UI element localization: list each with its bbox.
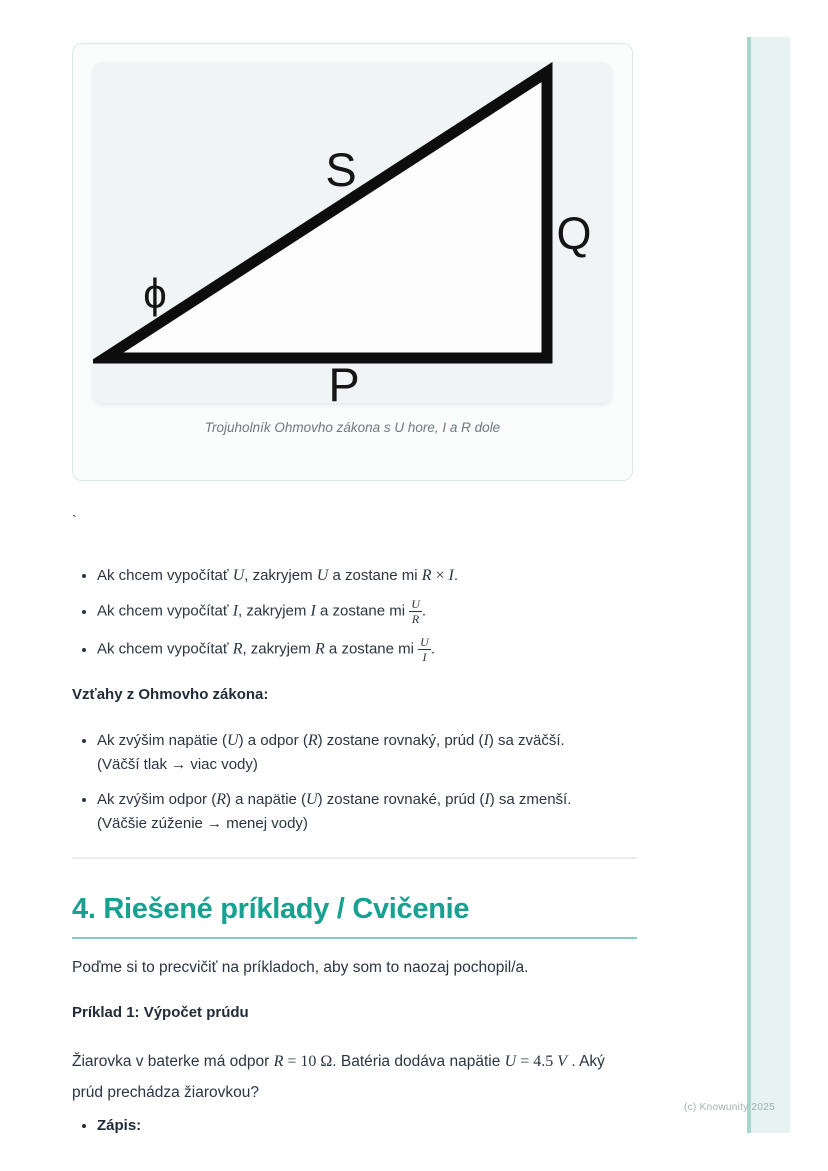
document-content bbox=[72, 0, 637, 1136]
math-var: U bbox=[227, 732, 239, 750]
math-var: U bbox=[306, 791, 318, 809]
math-var: R bbox=[307, 732, 318, 750]
math-operator: × bbox=[431, 567, 449, 584]
math-var: R bbox=[421, 567, 432, 584]
triangle-label-base: P bbox=[328, 358, 360, 403]
math-fraction: $\frac{U}{R}$ bbox=[411, 597, 420, 626]
math-value: = 4.5 bbox=[516, 1053, 558, 1071]
example-title: Príklad 1: Výpočet prúdu bbox=[72, 1004, 249, 1022]
math-var: R bbox=[216, 791, 226, 809]
math-var: R bbox=[314, 640, 325, 658]
math-var: V bbox=[557, 1053, 568, 1071]
math-fraction: $\frac{U}{I}$ bbox=[420, 635, 429, 664]
section-divider bbox=[72, 857, 637, 859]
list-item: • Ak chcem vypočítať I, zakryjem I a zostane mi $\frac{U}{R}$ . bbox=[97, 598, 637, 625]
analogy-note: (Väčšie zúženie → menej vody) bbox=[97, 815, 308, 833]
example-problem-text: Žiarovka v baterke má odpor R = 10 Ω. Batéria dodáva napätie U = 4.5 V . Aký prúd prechádza žiarovkou? bbox=[72, 1053, 605, 1102]
triangle-label-hypotenuse: S bbox=[325, 143, 357, 196]
analogy-note: (Väčší tlak → viac vody) bbox=[97, 756, 258, 774]
math-value: = 10 Ω bbox=[283, 1053, 333, 1071]
math-var: U bbox=[316, 567, 329, 584]
watermark-text: (c) Knowunity 2025 bbox=[684, 1102, 776, 1113]
math-var: I bbox=[310, 602, 316, 620]
zapis-list bbox=[72, 1116, 637, 1136]
math-var: R bbox=[273, 1053, 284, 1071]
triangle-label-vertical: Q bbox=[556, 208, 592, 259]
section-intro: Poďme si to precvičiť na príkladoch, aby som to naozaj pochopil/a. bbox=[72, 959, 529, 977]
figure-card bbox=[72, 43, 633, 481]
side-highlight-strip bbox=[747, 37, 790, 1133]
math-var: R bbox=[232, 640, 243, 658]
triangle-label-angle-phi: ϕ bbox=[143, 270, 167, 317]
list-item: • Ak chcem vypočítať R, zakryjem R a zostane mi $\frac{U}{I}$ . bbox=[97, 636, 637, 663]
stray-backtick: ` bbox=[72, 512, 77, 528]
math-var: I bbox=[483, 732, 489, 750]
zapis-label: • Zápis: bbox=[97, 1116, 637, 1136]
math-var: U bbox=[504, 1053, 517, 1071]
triangle-figure-panel bbox=[93, 62, 612, 403]
list-item: • Ak zvýšim odpor (R) a napätie (U) zostane rovnaké, prúd (I) sa zmenší. (Väčšie zúženie → menej vody) bbox=[97, 788, 637, 836]
relations-list bbox=[72, 729, 637, 836]
list-item: • Ak zvýšim napätie (U) a odpor (R) zostane rovnaký, prúd (I) sa zväčší. (Väčší tlak → viac vody) bbox=[97, 729, 637, 777]
math-var: I bbox=[484, 791, 490, 809]
math-var: I bbox=[448, 567, 454, 584]
cover-rules-list bbox=[72, 565, 637, 663]
relations-heading: Vzťahy z Ohmovho zákona: bbox=[72, 686, 269, 704]
section-heading: 4. Riešené príklady / Cvičenie bbox=[72, 891, 637, 939]
list-item: • Ak chcem vypočítať U, zakryjem U a zostane mi R × I. bbox=[97, 565, 637, 587]
figure-caption: Trojuholník Ohmovho zákona s U hore, I a R dole bbox=[204, 420, 501, 435]
ohms-law-triangle-diagram bbox=[93, 62, 612, 403]
triangle-shape bbox=[105, 72, 547, 358]
math-var: U bbox=[232, 567, 245, 584]
math-var: I bbox=[232, 602, 239, 620]
